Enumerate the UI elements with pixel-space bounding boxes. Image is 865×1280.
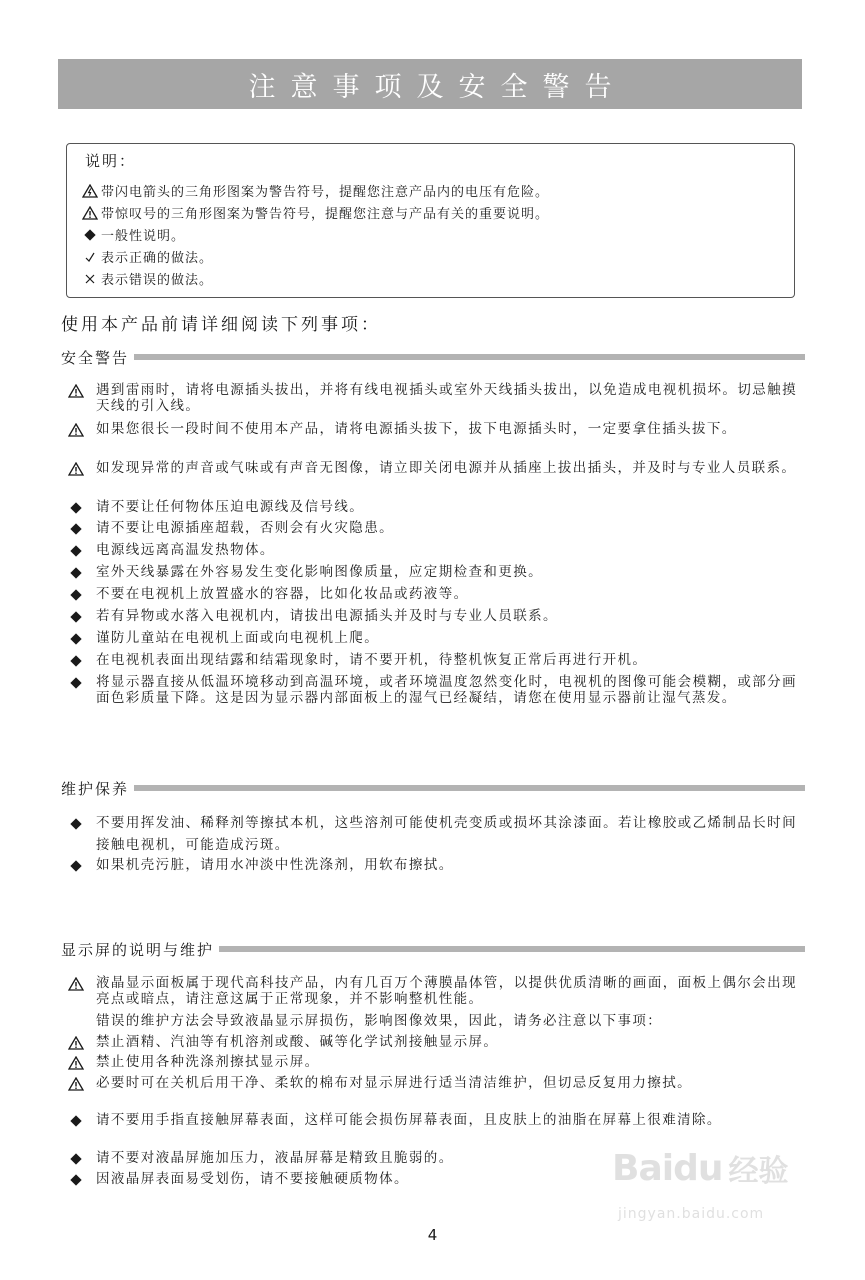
warning-exclaim-icon	[79, 206, 101, 220]
warning-icon	[68, 423, 84, 437]
legend-text: 带闪电箭头的三角形图案为警告符号，提醒您注意产品内的电压有危险。	[101, 185, 550, 200]
list-item: 在电视机表面出现结露和结霜现象时，请不要开机，待整机恢复正常后再进行开机。	[68, 652, 797, 668]
watermark-brand-cn: 经验	[728, 1154, 789, 1189]
section-heading-display	[61, 938, 805, 960]
page-number: 4	[427, 1226, 438, 1244]
section-rule	[219, 946, 805, 952]
diamond-icon	[68, 676, 84, 690]
legend-box	[66, 143, 795, 298]
section-heading-maintenance	[61, 777, 805, 799]
list-item: 请不要对液晶屏施加压力，液晶屏幕是精致且脆弱的。	[68, 1150, 797, 1166]
warning-icon	[68, 462, 84, 476]
list-item: 禁止酒精、汽油等有机溶剂或酸、碱等化学试剂接触显示屏。	[68, 1034, 797, 1050]
legend-row-bolt	[79, 181, 549, 200]
list-item: 如果您很长一段时间不使用本产品，请将电源插头拔下，拔下电源插头时，一定要拿住插头拔下。	[68, 421, 797, 437]
list-item: 必要时可在关机后用干净、柔软的棉布对显示屏进行适当清洁维护，但切忌反复用力擦拭。	[68, 1075, 797, 1091]
legend-row-exclaim	[79, 203, 549, 222]
list-item: 因液晶屏表面易受划伤，请不要接触硬质物体。	[68, 1171, 797, 1187]
list-item: 如发现异常的声音或气味或有声音无图像，请立即关闭电源并从插座上拔出插头，并及时与专业人员联系。	[68, 460, 797, 476]
legend-text: 表示正确的做法。	[101, 251, 214, 266]
legend-text: 表示错误的做法。	[101, 273, 214, 288]
watermark-brand	[612, 1146, 788, 1190]
diamond-icon	[68, 610, 84, 624]
section-rule	[134, 785, 805, 791]
diamond-icon	[68, 1173, 84, 1187]
diamond-icon	[68, 588, 84, 602]
diamond-icon	[68, 632, 84, 646]
diamond-icon	[68, 544, 84, 558]
check-icon	[79, 251, 101, 263]
section-heading-safety	[61, 346, 805, 368]
page-title: 注意事项及安全警告	[58, 59, 802, 109]
legend-text: 带惊叹号的三角形图案为警告符号，提醒您注意与产品有关的重要说明。	[101, 207, 550, 222]
legend-row-check	[79, 247, 213, 266]
legend-title: 说明：	[85, 152, 137, 170]
list-item: 不要用挥发油、稀释剂等擦拭本机，这些溶剂可能使机壳变质或损坏其涂漆面。若让橡胶或乙烯制品长时间接触电视机，可能造成污斑。	[68, 812, 797, 856]
warning-icon	[68, 1056, 84, 1070]
diamond-icon	[68, 859, 84, 873]
list-item: 请不要用手指直接触屏幕表面，这样可能会损伤屏幕表面，且皮肤上的油脂在屏幕上很难清除。	[68, 1112, 797, 1128]
list-item: 错误的维护方法会导致液晶显示屏损伤，影响图像效果，因此，请务必注意以下事项：	[96, 1013, 663, 1029]
list-item: 如果机壳污脏，请用水冲淡中性洗涤剂，用软布擦拭。	[68, 857, 797, 873]
cross-icon	[79, 273, 101, 285]
watermark-url: jingyan.baidu.com	[618, 1206, 765, 1222]
list-item: 液晶显示面板属于现代高科技产品，内有几百万个薄膜晶体管，以提供优质清晰的画面，面板上偶尔会出现亮点或暗点，请注意这属于正常现象，并不影响整机性能。	[68, 975, 797, 1007]
list-item: 禁止使用各种洗涤剂擦拭显示屏。	[68, 1054, 797, 1070]
list-item: 不要在电视机上放置盛水的容器，比如化妆品或药液等。	[68, 586, 797, 602]
diamond-icon	[68, 817, 84, 831]
list-item: 遇到雷雨时，请将电源插头拔出，并将有线电视插头或室外天线插头拔出，以免造成电视机损坏。切忌触摸天线的引入线。	[68, 382, 797, 414]
list-item: 若有异物或水落入电视机内，请拔出电源插头并及时与专业人员联系。	[68, 608, 797, 624]
legend-row-cross	[79, 269, 213, 288]
warning-icon	[68, 1077, 84, 1091]
legend-row-diamond	[79, 225, 185, 244]
warning-icon	[68, 384, 84, 398]
intro-text: 使用本产品前请详细阅读下列事项：	[61, 315, 381, 335]
section-title: 维护保养	[61, 779, 130, 798]
warning-icon	[68, 977, 84, 991]
watermark-brand-text: Baidu	[612, 1147, 723, 1189]
diamond-icon	[68, 566, 84, 580]
diamond-icon	[68, 1114, 84, 1128]
diamond-icon	[68, 654, 84, 668]
list-item: 请不要让任何物体压迫电源线及信号线。	[68, 499, 797, 515]
list-item: 室外天线暴露在外容易发生变化影响图像质量，应定期检查和更换。	[68, 564, 797, 580]
legend-text: 一般性说明。	[101, 229, 186, 244]
diamond-icon	[79, 231, 101, 239]
diamond-icon	[68, 522, 84, 536]
section-title: 安全警告	[61, 348, 130, 367]
warning-icon	[68, 1036, 84, 1050]
diamond-icon	[68, 1152, 84, 1166]
list-item: 电源线远离高温发热物体。	[68, 542, 797, 558]
section-rule	[134, 354, 805, 360]
list-item: 谨防儿童站在电视机上面或向电视机上爬。	[68, 630, 797, 646]
list-item: 请不要让电源插座超载，否则会有火灾隐患。	[68, 520, 797, 536]
section-title: 显示屏的说明与维护	[61, 940, 215, 959]
list-item: 将显示器直接从低温环境移动到高温环境，或者环境温度忽然变化时，电视机的图像可能会模糊，或部分画面色彩质量下降。这是因为显示器内部面板上的湿气已经凝结，请您在使用显示器前让湿气蒸发。	[68, 674, 797, 706]
diamond-icon	[68, 501, 84, 515]
warning-bolt-icon	[79, 184, 101, 198]
